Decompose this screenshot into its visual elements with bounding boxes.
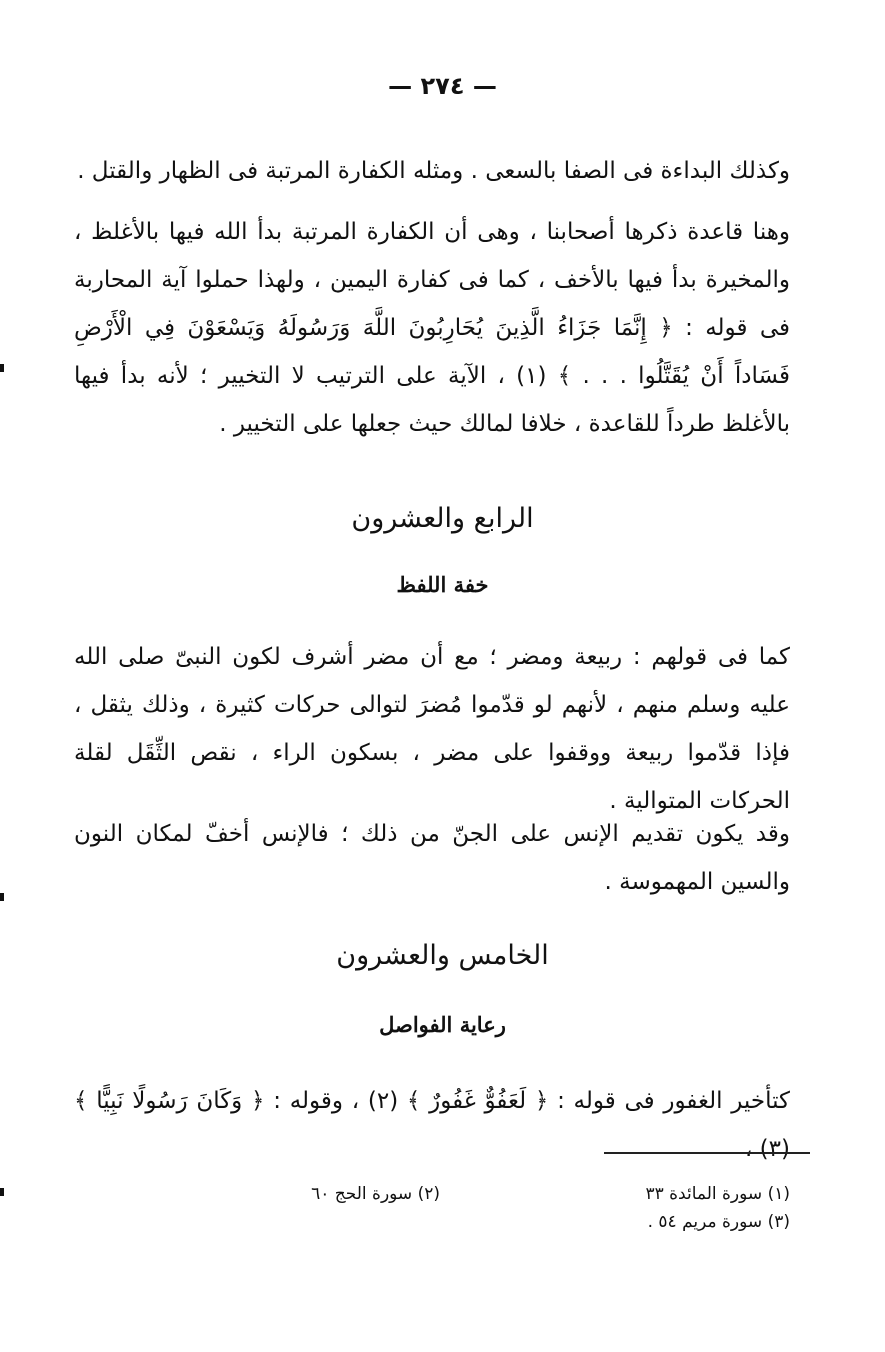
paragraph-3: كما فى قولهم : ربيعة ومضر ؛ مع أن مضر أشرف لكون النبىّ صلى الله عليه وسلم منهم ، لأنهم لو قدّموا مُضرَ لتوالى حركات كثيرة ، وذلك يثقل ، فإذا قدّموا ربيعة ووقفوا على مضر ، بسكون الراء ، نقص الثِّقَل لقلة الحركات المتوالية . — [74, 644, 790, 814]
section-heading-24: الرابع والعشرون — [351, 503, 534, 534]
footnote-row — [74, 1208, 790, 1236]
scan-edge-mark — [0, 893, 4, 901]
footnote-row — [74, 1180, 790, 1208]
scan-edge-mark — [0, 364, 4, 372]
footnote-divider — [604, 1152, 810, 1154]
scan-edge-mark — [0, 1188, 4, 1196]
section-subheading-24: خفة اللفظ — [396, 572, 489, 597]
paragraph-1: وكذلك البداءة فى الصفا بالسعى . ومثله الكفارة المرتبة فى الظهار والقتل . — [77, 158, 790, 184]
paragraph-2: وهنا قاعدة ذكرها أصحابنا ، وهى أن الكفارة المرتبة بدأ الله فيها بالأغلظ ، والمخيرة بدأ فيها بالأخف ، كما فى كفارة اليمين ، ولهذا حملوا آية المحاربة فى قوله : ﴿ إِنَّمَا جَزَاءُ الَّذِينَ يُحَارِبُونَ اللَّهَ وَرَسُولَهُ وَيَسْعَوْنَ فِي الْأَرْضِ فَسَاداً أَنْ يُقَتَّلُوا . . . ﴾ (١) ، الآية على الترتيب لا التخيير ؛ لأنه بدأ فيها بالأغلظ طرداً للقاعدة ، خلافا لمالك حيث جعلها على التخيير . — [74, 219, 790, 437]
section-heading-25: الخامس والعشرون — [336, 940, 549, 971]
footnote-2: (٢) سورة الحج ٦٠ — [311, 1184, 440, 1204]
footnote-1: (١) سورة المائدة ٣٣ — [645, 1184, 790, 1204]
paragraph-5: كتأخير الغفور فى قوله : ﴿ لَعَفُوٌّ غَفُورٌ ﴾ (٢) ، وقوله : ﴿ وَكَانَ رَسُولًا نَبِيًّا ﴾ (٣) ، — [74, 1088, 790, 1162]
section-subheading-25: رعاية الفواصل — [379, 1012, 506, 1037]
page-number: — ٢٧٤ — — [388, 72, 497, 100]
footnote-3: (٣) سورة مريم ٥٤ . — [647, 1212, 790, 1232]
paragraph-4: وقد يكون تقديم الإنس على الجنّ من ذلك ؛ فالإنس أخفّ لمكان النون والسين المهموسة . — [74, 821, 790, 895]
footnotes — [74, 1180, 790, 1236]
